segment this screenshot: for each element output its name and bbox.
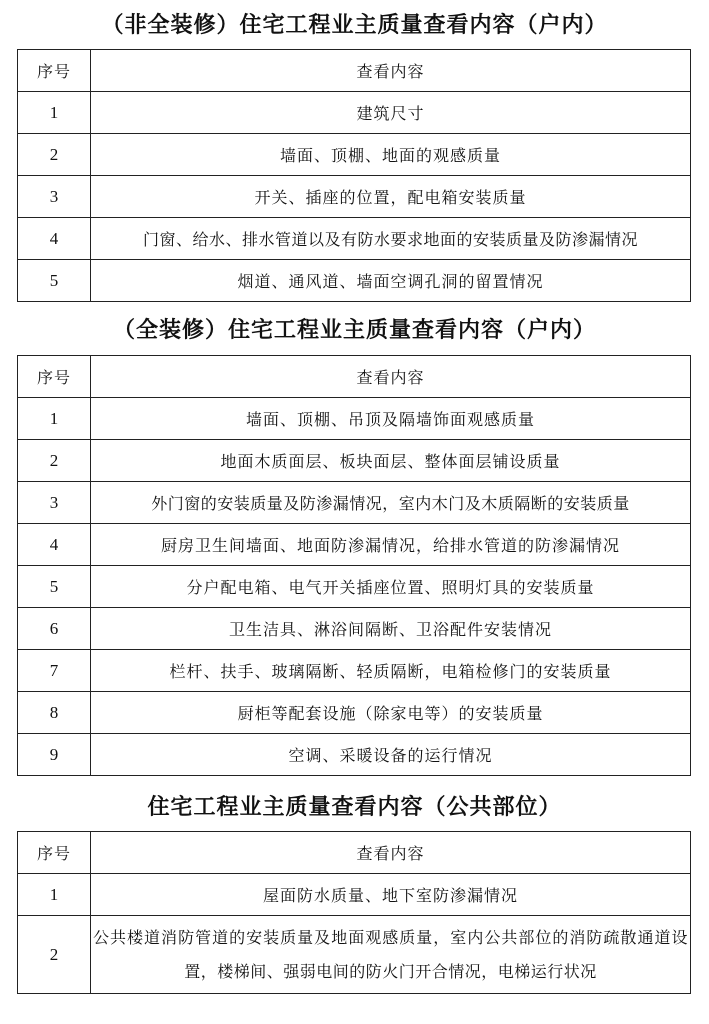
table-header-row xyxy=(18,356,691,398)
section2-title: （全装修）住宅工程业主质量查看内容（户内） xyxy=(112,318,596,343)
row-content: 墙面、顶棚、吊顶及隔墙饰面观感质量 xyxy=(91,398,691,440)
header-no: 序号 xyxy=(18,832,91,874)
row-no: 7 xyxy=(18,650,91,692)
row-content: 墙面、顶棚、地面的观感质量 xyxy=(91,134,691,176)
section2-table xyxy=(17,355,691,776)
row-content: 烟道、通风道、墙面空调孔洞的留置情况 xyxy=(91,260,691,302)
table-row xyxy=(18,734,691,776)
table-header-row xyxy=(18,50,691,92)
row-no: 4 xyxy=(18,524,91,566)
row-no: 6 xyxy=(18,608,91,650)
header-content: 查看内容 xyxy=(91,50,691,92)
table-row xyxy=(18,566,691,608)
table-row xyxy=(18,692,691,734)
table-row xyxy=(18,916,691,994)
row-content: 厨房卫生间墙面、地面防渗漏情况，给排水管道的防渗漏情况 xyxy=(91,524,691,566)
table-row xyxy=(18,218,691,260)
header-no: 序号 xyxy=(18,356,91,398)
row-content: 地面木质面层、板块面层、整体面层铺设质量 xyxy=(91,440,691,482)
row-content: 分户配电箱、电气开关插座位置、照明灯具的安装质量 xyxy=(91,566,691,608)
row-content: 空调、采暖设备的运行情况 xyxy=(91,734,691,776)
row-content: 建筑尺寸 xyxy=(91,92,691,134)
header-no: 序号 xyxy=(18,50,91,92)
section3-table xyxy=(17,831,691,994)
row-no: 5 xyxy=(18,566,91,608)
row-content: 外门窗的安装质量及防渗漏情况，室内木门及木质隔断的安装质量 xyxy=(91,482,691,524)
row-content: 栏杆、扶手、玻璃隔断、轻质隔断，电箱检修门的安装质量 xyxy=(91,650,691,692)
table-row xyxy=(18,608,691,650)
row-no: 2 xyxy=(18,134,91,176)
row-no: 1 xyxy=(18,398,91,440)
row-no: 3 xyxy=(18,176,91,218)
row-no: 2 xyxy=(18,440,91,482)
header-content: 查看内容 xyxy=(91,832,691,874)
row-no: 4 xyxy=(18,218,91,260)
table-row xyxy=(18,440,691,482)
row-content: 屋面防水质量、地下室防渗漏情况 xyxy=(91,874,691,916)
header-content: 查看内容 xyxy=(91,356,691,398)
row-content: 卫生洁具、淋浴间隔断、卫浴配件安装情况 xyxy=(91,608,691,650)
table-header-row xyxy=(18,832,691,874)
row-no: 8 xyxy=(18,692,91,734)
table-row xyxy=(18,874,691,916)
row-no: 1 xyxy=(18,92,91,134)
table-row xyxy=(18,524,691,566)
section1-table xyxy=(17,49,691,302)
row-no: 1 xyxy=(18,874,91,916)
table-row xyxy=(18,176,691,218)
row-content: 厨柜等配套设施（除家电等）的安装质量 xyxy=(91,692,691,734)
row-no: 3 xyxy=(18,482,91,524)
row-no: 5 xyxy=(18,260,91,302)
section1-title: （非全装修）住宅工程业主质量查看内容（户内） xyxy=(101,13,608,38)
section3-title: 住宅工程业主质量查看内容（公共部位） xyxy=(147,795,562,820)
table-row xyxy=(18,650,691,692)
table-row xyxy=(18,260,691,302)
row-no: 2 xyxy=(18,916,91,994)
table-row xyxy=(18,482,691,524)
table-row xyxy=(18,398,691,440)
table-row xyxy=(18,134,691,176)
row-content: 开关、插座的位置，配电箱安装质量 xyxy=(91,176,691,218)
row-content: 公共楼道消防管道的安装质量及地面观感质量，室内公共部位的消防疏散通道设置，楼梯间、强弱电间的防火门开合情况，电梯运行状况 xyxy=(91,916,691,994)
row-content: 门窗、给水、排水管道以及有防水要求地面的安装质量及防渗漏情况 xyxy=(91,218,691,260)
row-no: 9 xyxy=(18,734,91,776)
table-row xyxy=(18,92,691,134)
